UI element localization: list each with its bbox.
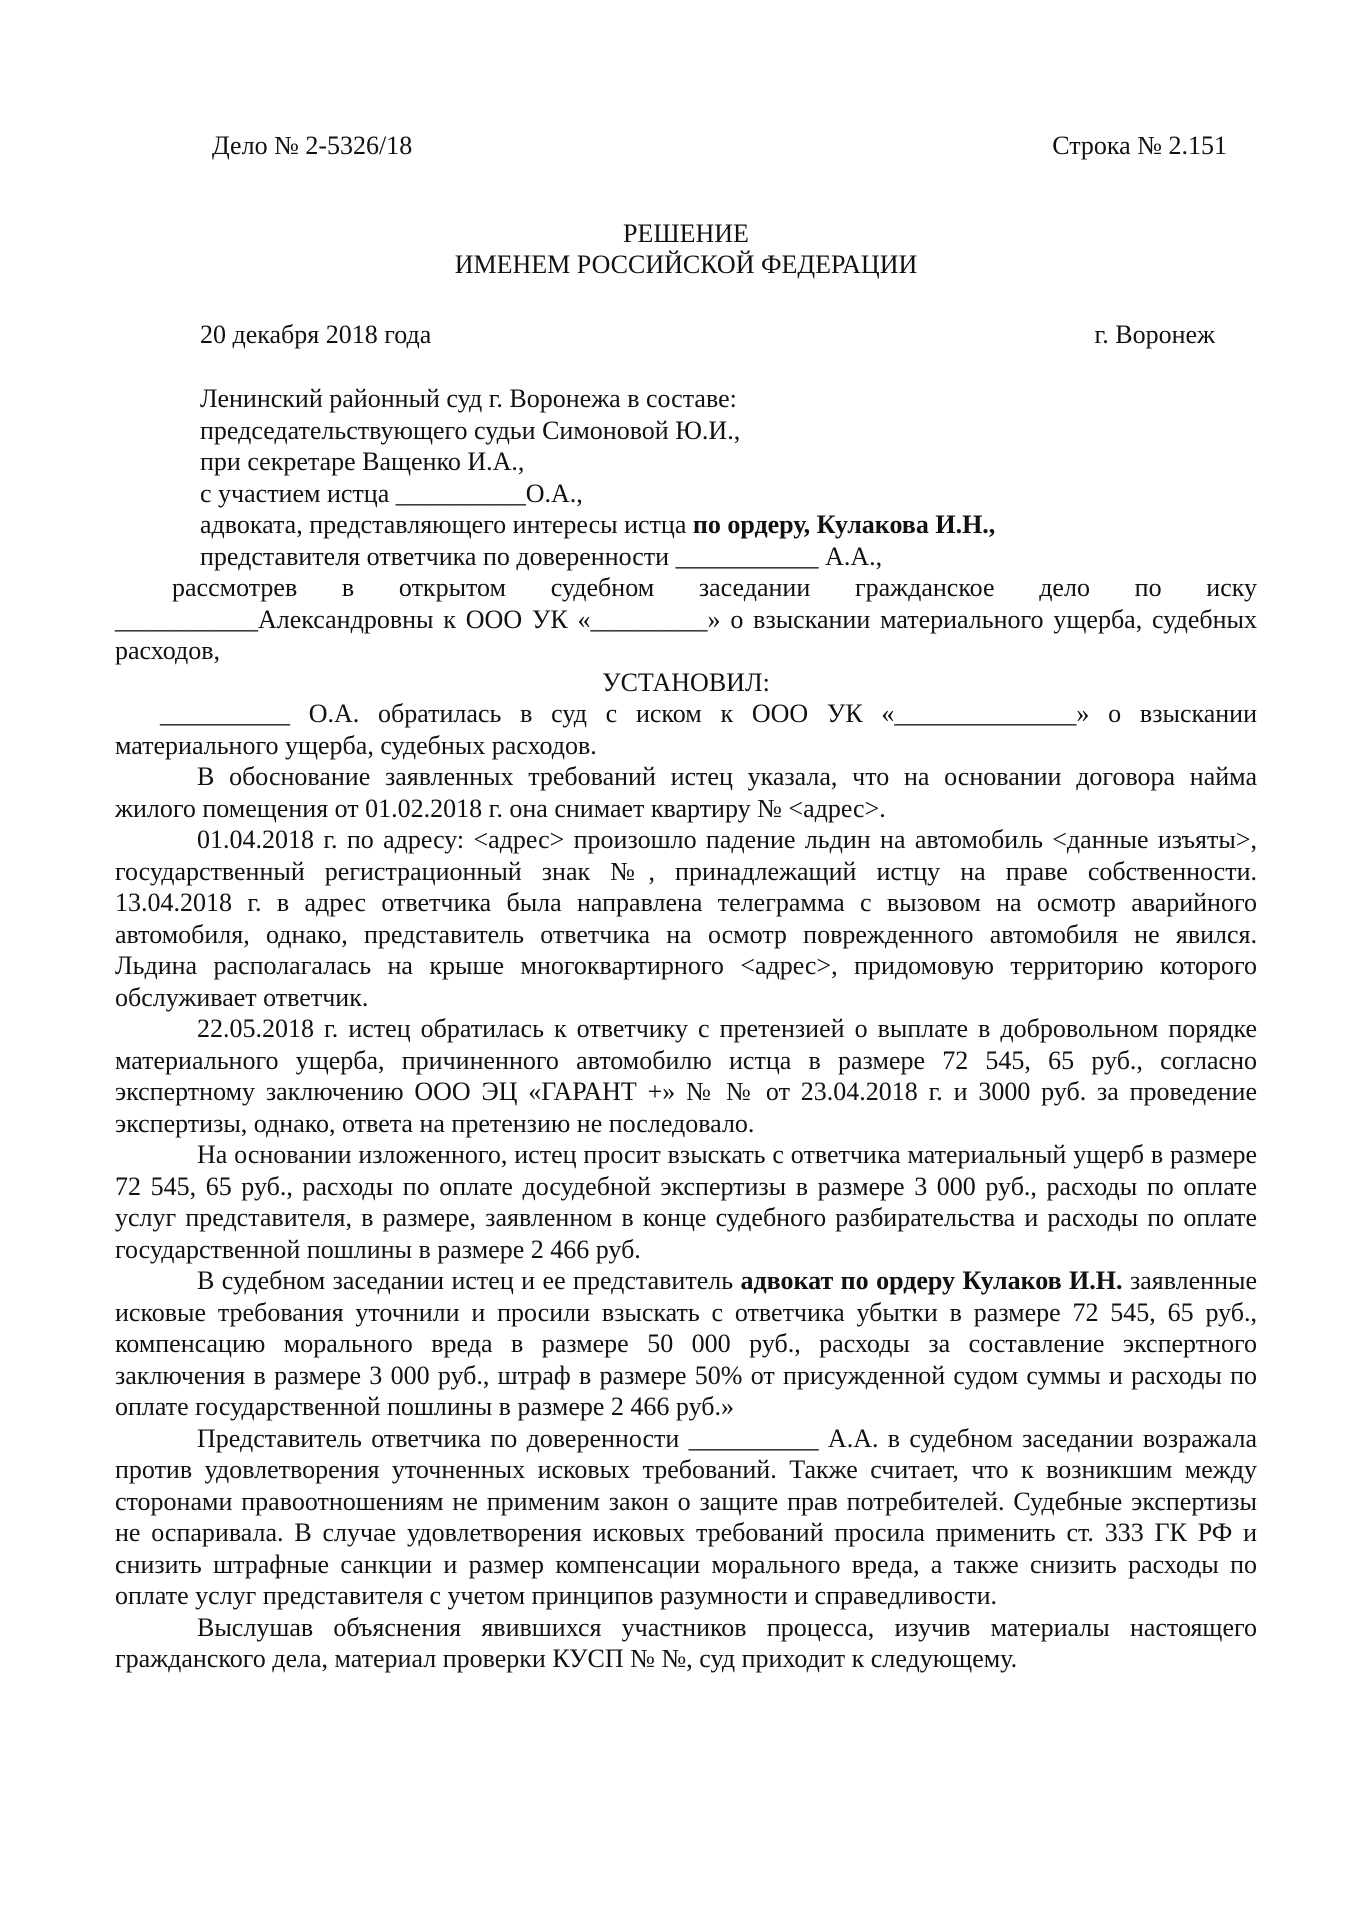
decision-city: г. Воронеж [1094,319,1215,349]
hearing-claims-paragraph [115,1265,1257,1423]
pretension-paragraph: 22.05.2018 г. истец обратилась к ответчику с претензией о выплате в добровольном порядке материального ущерба, причиненного автомобилю истца в размере 72 545, 65 руб., согласно экспертному заключению ООО ЭЦ «ГАРАНТ +» № № от 23.04.2018 г. и 3000 руб. за проведение экспертизы, однако, ответа на претензию не последовало. [115,1014,1257,1138]
title-line-1: РЕШЕНИЕ [623,218,749,248]
hearing-claims-prefix: В судебном заседании истец и ее представитель [197,1266,741,1295]
decision-date: 20 декабря 2018 года [200,319,432,349]
advocate-name-bold: по ордеру, Кулакова И.Н., [692,510,996,539]
stroka-number: Строка № 2.151 [1052,131,1227,160]
court-composition [115,383,1257,667]
claim-amounts-paragraph: На основании изложенного, истец просит взыскать с ответчика материальный ущерб в размере 72 545, 65 руб., расходы по оплате досудебной экспертизы в размере 3 000 руб., расходы по оплате услуг представителя, в размере, заявленном в конце судебного разбирательства и расходы по оплате государственной пошлины в размере 2 466 руб. [115,1140,1257,1264]
title-line-2: ИМЕНЕМ РОССИЙСКОЙ ФЕДЕРАЦИИ [454,250,918,279]
claim-filed-paragraph: __________ О.А. обратилась в суд с иском к ООО УК «______________» о взыскании материального ущерба, судебных расходов. [115,699,1257,760]
defendant-objection-paragraph: Представитель ответчика по доверенности __________ А.А. в судебном заседании возражала против удовлетворения уточненных исковых требований. Также считает, что к возникшим между сторонами правоотношениям не применим закон о защите прав потребителей. Судебные экспертизы не оспаривала. В случае удовлетворения исковых требований просила применить ст. 333 ГК РФ и снизить штрафные санкции и размер компенсации морального вреда, а также снизить расходы по оплате услуг представителя с учетом принципов разумности и справедливости. [115,1423,1257,1610]
incident-description-paragraph: 01.04.2018 г. по адресу: <адрес> произошло падение льдин на автомобиль <данные изъяты>, государственный регистрационный знак №, принадлежащий истцу на праве собственности. 13.04.2018 г. в адрес ответчика была направлена телеграмма с вызовом на осмотр аварийного автомобиля, однако, представитель ответчика на осмотр поврежденного автомобиля не явился. Льдина располагалась на крыше многоквартирного <адрес>, придомовую территорию которого обслуживает ответчик. [115,825,1257,1012]
court-name-line: Ленинский районный суд г. Воронежа в составе: [200,384,737,413]
judge-line: председательствующего судьи Симоновой Ю.И., [200,415,741,445]
case-header [115,130,1257,162]
established-heading: УСТАНОВИЛ: [602,667,770,697]
document-title [115,218,1257,281]
advocate-name-bold-2: адвокат по ордеру Кулаков И.Н. [740,1266,1123,1295]
case-number: Дело № 2-5326/18 [212,131,413,160]
case-considered-paragraph: рассмотрев в открытом судебном заседании гражданское дело по иску ___________Александровны к ООО УК «_________» о взыскании материального ущерба, судебных расходов, [115,573,1257,665]
plaintiff-line: с участием истца __________О.А., [200,478,583,508]
court-conclusion-paragraph: Выслушав объяснения явившихся участников процесса, изучив материалы настоящего гражданского дела, материал проверки КУСП № №, суд приходит к следующему. [115,1612,1257,1673]
claim-grounds-paragraph: В обоснование заявленных требований истец указала, что на основании договора найма жилого помещения от 01.02.2018 г. она снимает квартиру № <адрес>. [115,762,1257,823]
hearing-claims-suffix: заявленные исковые требования уточнили и просили взыскать с ответчика убытки в размере 72 545, 65 руб., компенсацию морального вреда в размере 50 000 руб., расходы за составление экспертного заключения в размере 3 000 руб., штраф в размере 50% от присужденной судом суммы и расходы по оплате государственной пошлины в размере 2 466 руб.» [115,1266,1258,1421]
secretary-line: при секретаре Ващенко И.А., [200,447,525,476]
advocate-line [115,509,1257,541]
advocate-line-prefix: адвоката, представляющего интересы истца [200,510,693,539]
dateline [115,319,1257,351]
defendant-representative-line: представителя ответчика по доверенности ___________ А.А., [200,541,883,571]
